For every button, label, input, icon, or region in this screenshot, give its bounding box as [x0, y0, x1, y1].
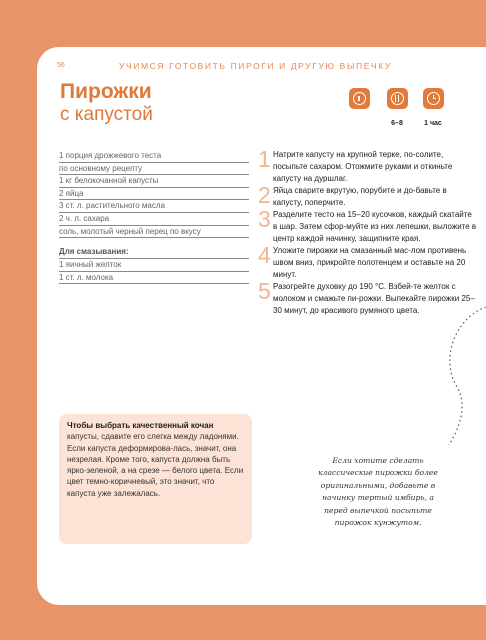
step-item: [258, 242, 478, 281]
page-number: 56: [57, 62, 65, 69]
ingredient-item: по основному рецепту: [59, 163, 249, 176]
steps-list: [258, 146, 478, 318]
ingredient-item: 2 ч. л. сахара: [59, 213, 249, 226]
recipe-title: Пирожки: [60, 80, 152, 103]
ingredient-item: 2 яйца: [59, 188, 249, 201]
step-text: Яйца сварите вкрутую, порубите и до-бавьте в капусту, поперчите.: [273, 186, 447, 207]
dotted-curve-decoration: [417, 307, 486, 447]
step-number: 2: [258, 182, 271, 208]
step-number: 1: [258, 146, 271, 172]
difficulty-level-icon: [349, 88, 370, 109]
glaze-heading: Для смазывания:: [59, 246, 249, 259]
tip-bold: Чтобы выбрать качественный кочан: [67, 421, 214, 430]
glaze-item: 1 ст. л. молока: [59, 272, 249, 285]
ingredient-item: 1 порция дрожжевого теста: [59, 150, 249, 163]
ingredient-item: соль, молотый черный перец по вкусу: [59, 226, 249, 239]
tip-text: капусты, сдавите его слегка между ладонями. Если капуста деформирова-лась, значит, она незрелая. Кроме того, капуста должна быть ярко-зеленой, а на срезе — белого цвета. Если цвет темно-коричневый, это значит, что капуста уже залежалась.: [67, 432, 244, 498]
ingredient-item: 3 ст. л. растительного масла: [59, 200, 249, 213]
page: [37, 47, 486, 605]
step-text: Разогрейте духовку до 190 °С. Взбей-те желток с молоком и смажьте пи-рожки. Выпекайте пирожки 25–30 минут, до красивого румяного цвета.: [273, 282, 475, 315]
servings-fork-knife-icon: [387, 88, 408, 109]
glaze-item: 1 яичный желток: [59, 259, 249, 272]
time-value: 1 час: [424, 120, 442, 127]
step-number: 5: [258, 278, 271, 304]
ingredient-list: [59, 150, 249, 284]
servings-value: 6–8: [391, 120, 403, 127]
ingredient-item: 1 кг белокочанной капусты: [59, 175, 249, 188]
tip-box: [59, 414, 252, 544]
step-text: Натрите капусту на крупной терке, по-солите, посыпьте сахаром. Отожмите руками и откиньте капусту на дуршлаг.: [273, 150, 453, 183]
step-text: Уложите пирожки на смазанный мас-лом противень швом вниз, прикройте полотенцем и оставьте на 20 минут.: [273, 246, 467, 279]
clock-icon: [423, 88, 444, 109]
step-number: 3: [258, 206, 271, 232]
step-text: Разделите тесто на 15–20 кусочков, каждый скатайте в шар. Затем сфор-муйте из них лепешки, выложите в центр каждой начинку, защипните края.: [273, 210, 477, 243]
step-number: 4: [258, 242, 271, 268]
handwritten-note: Если хотите сделать классические пирожки более оригинальными, добавьте в начинку тертый имбирь, а перед выпечкой посыпьте пирожок кунжутом.: [318, 456, 438, 528]
step-item: [258, 206, 478, 245]
recipe-subtitle: с капустой: [60, 104, 153, 125]
step-item: [258, 182, 478, 209]
running-head: УЧИМСЯ ГОТОВИТЬ ПИРОГИ И ДРУГУЮ ВЫПЕЧКУ: [119, 61, 392, 71]
step-item: [258, 146, 478, 185]
